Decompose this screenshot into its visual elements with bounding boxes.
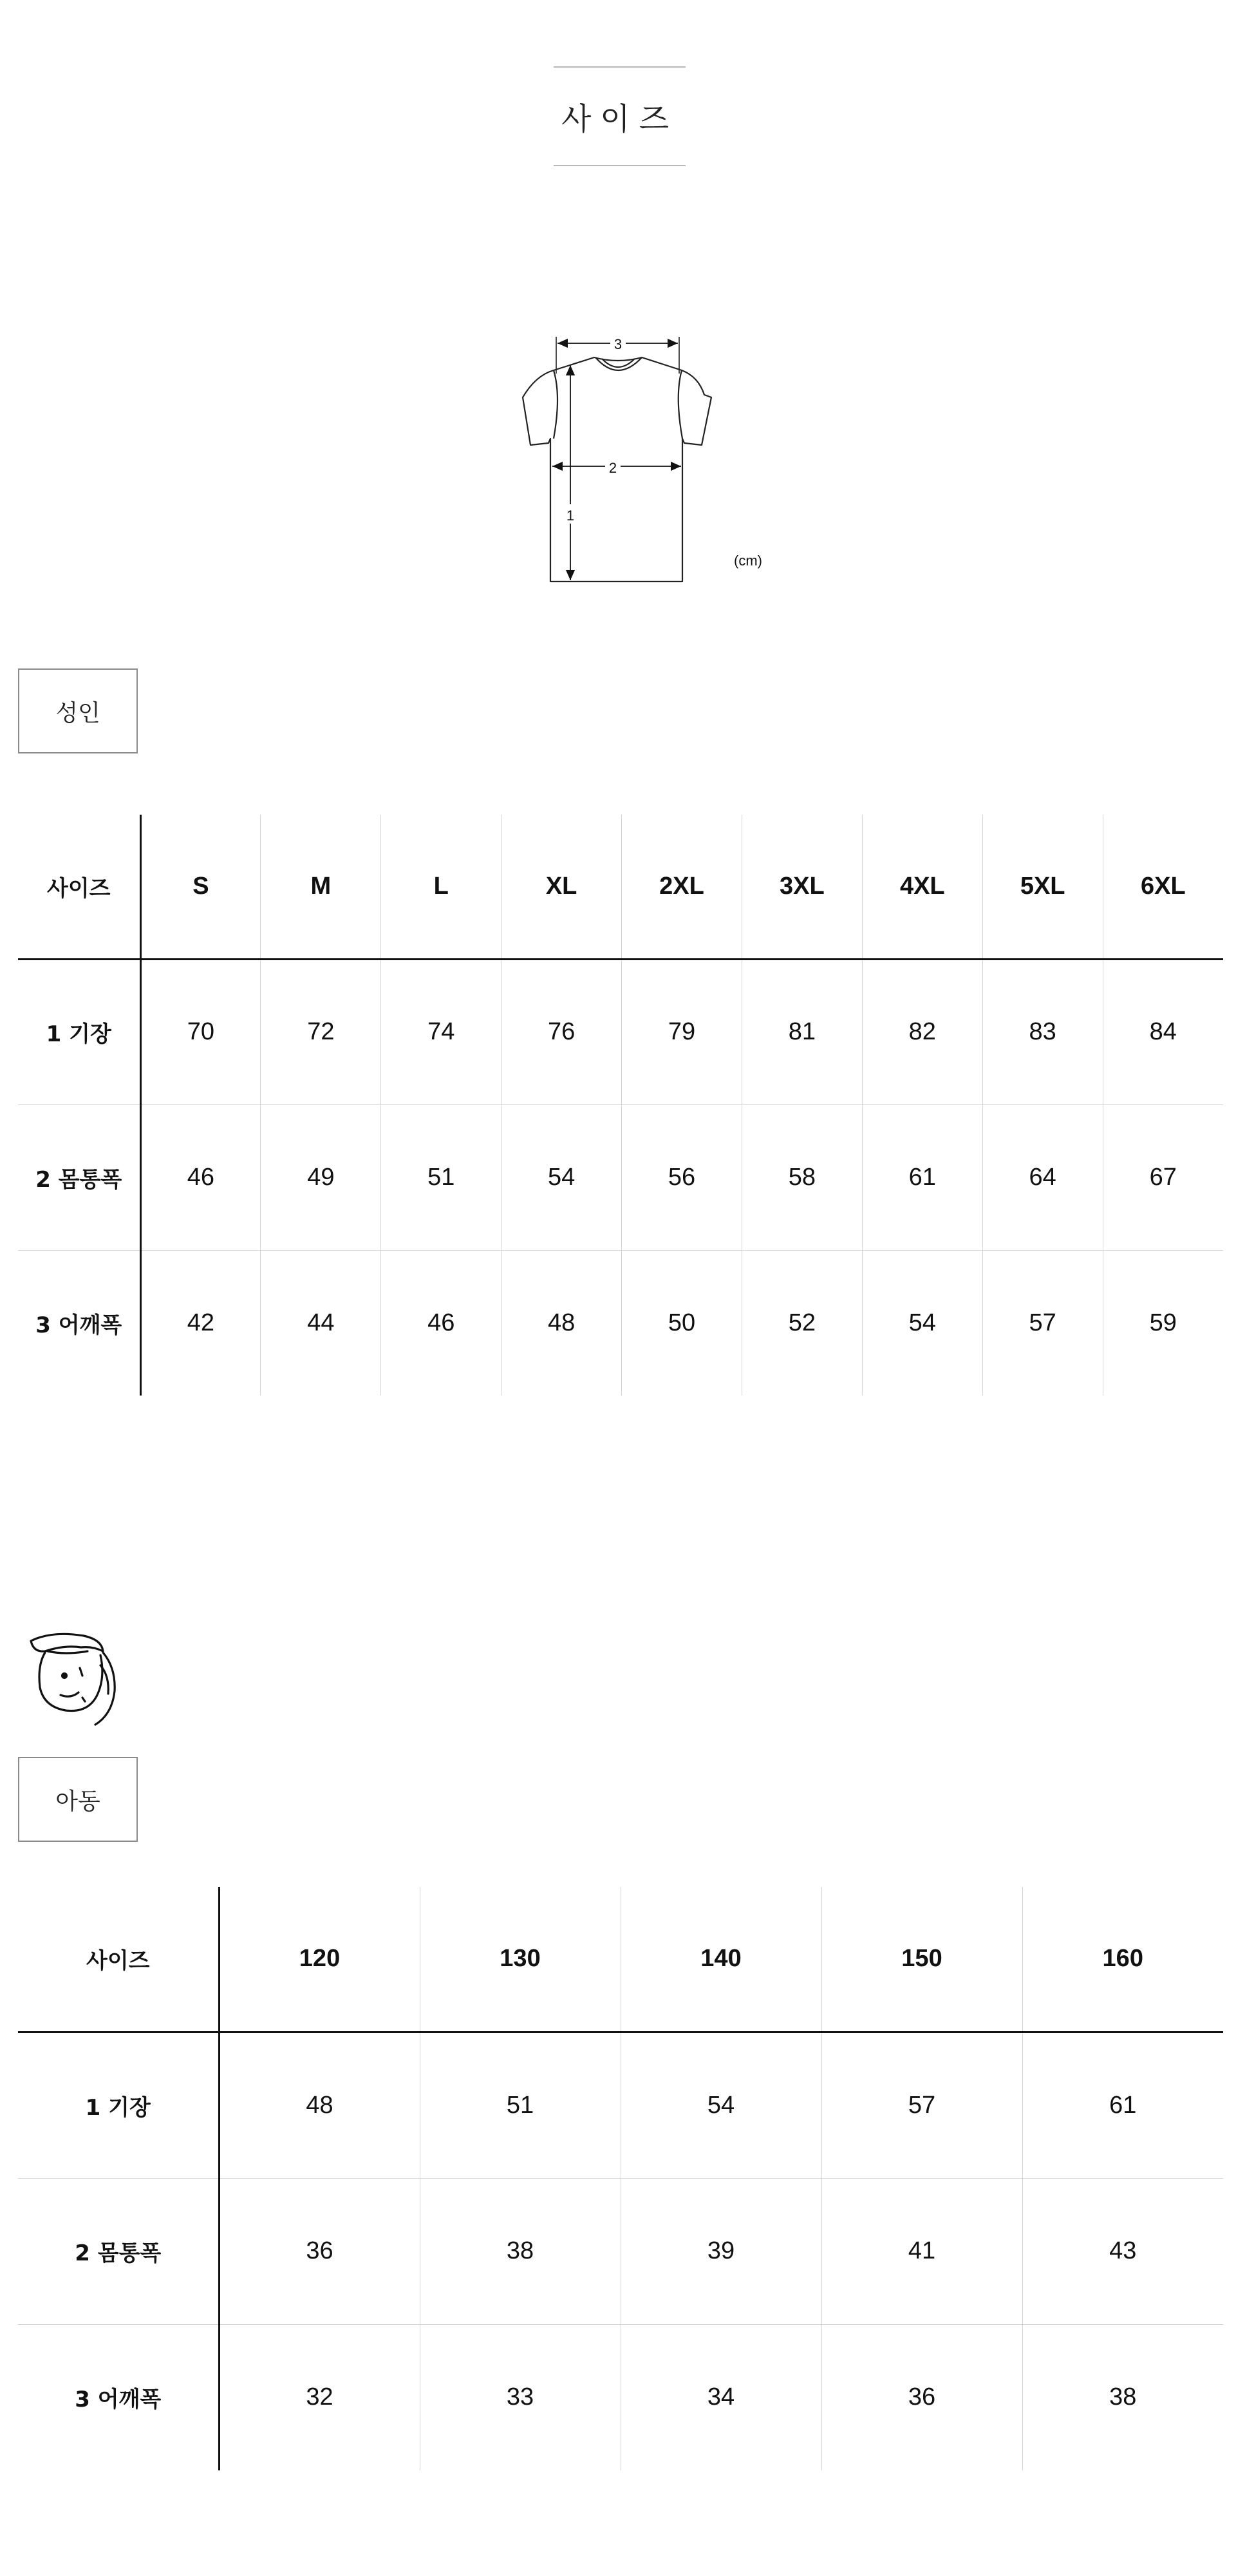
page-title-block [554, 66, 686, 166]
table-cell: 52 [742, 1250, 862, 1396]
table-row [18, 2324, 1223, 2470]
table-header-row [18, 1887, 1223, 2032]
table-cell: 41 [821, 2178, 1022, 2324]
kid-mascot-illustration [26, 1629, 129, 1732]
table-cell: 48 [501, 1250, 622, 1396]
table-cell: 51 [381, 1104, 501, 1250]
row-label: 3 어깨폭 [18, 2324, 219, 2470]
chest-label: 2 [608, 460, 617, 476]
table-cell: 32 [219, 2324, 420, 2470]
table-cell: 46 [381, 1250, 501, 1396]
table-cell: 57 [982, 1250, 1103, 1396]
table-cell: 70 [187, 1018, 215, 1045]
length-label: 1 [566, 507, 575, 524]
table-cell: 84 [1103, 959, 1223, 1104]
size-col-header: 130 [420, 1887, 621, 2032]
kids-category-label: 아동 [18, 1757, 138, 1842]
table-cell: 51 [420, 2032, 621, 2178]
shoulder-measure [556, 336, 679, 374]
table-cell: 42 [140, 1250, 261, 1396]
table-cell: 34 [621, 2324, 821, 2470]
table-cell: 44 [261, 1250, 381, 1396]
table-cell: 38 [1022, 2324, 1223, 2470]
adult-category-label: 성인 [18, 668, 138, 753]
tshirt-outline [523, 357, 711, 582]
row-label: 1 기장 [18, 959, 140, 1104]
kids-size-table [18, 1887, 1223, 2470]
chest-measure [552, 460, 681, 476]
row-label: 1 기장 [18, 2032, 219, 2178]
table-cell: 50 [622, 1250, 742, 1396]
table-cell: 74 [381, 959, 501, 1104]
table-cell: 57 [821, 2032, 1022, 2178]
table-cell: 48 [306, 2091, 333, 2119]
size-col-header: 120 [219, 1887, 420, 2032]
table-cell: 64 [982, 1104, 1103, 1250]
table-cell: 36 [821, 2324, 1022, 2470]
unit-label: (cm) [734, 553, 762, 569]
table-cell: 49 [261, 1104, 381, 1250]
size-col-header: 160 [1022, 1887, 1223, 2032]
table-cell: 54 [501, 1104, 622, 1250]
size-col-header: 140 [621, 1887, 821, 2032]
length-measure [566, 365, 574, 580]
table-row [18, 1104, 1223, 1250]
table-row [18, 959, 1223, 1104]
size-col-header: 2XL [622, 815, 742, 959]
size-col-header: XL [501, 815, 622, 959]
size-header-cell: 사이즈 [18, 815, 140, 959]
adult-size-table [18, 815, 1223, 1396]
size-col-header: 4XL [862, 815, 982, 959]
table-header-row [18, 815, 1223, 959]
table-cell: 39 [621, 2178, 821, 2324]
table-cell: 36 [219, 2178, 420, 2324]
row-label: 3 어깨폭 [18, 1250, 140, 1396]
table-cell: 54 [621, 2032, 821, 2178]
table-cell: 56 [622, 1104, 742, 1250]
table-cell: 67 [1103, 1104, 1223, 1250]
table-row [18, 2178, 1223, 2324]
table-cell: 46 [140, 1104, 261, 1250]
row-label: 2 몸통폭 [18, 2178, 219, 2324]
table-cell: 81 [742, 959, 862, 1104]
size-col-header: M [261, 815, 381, 959]
shoulder-label: 3 [613, 336, 623, 352]
table-cell: 58 [742, 1104, 862, 1250]
table-cell: 79 [622, 959, 742, 1104]
table-cell: 54 [862, 1250, 982, 1396]
table-cell: 76 [501, 959, 622, 1104]
size-col-header: S [140, 815, 261, 959]
row-label: 2 몸통폭 [18, 1104, 140, 1250]
size-col-header: 3XL [742, 815, 862, 959]
size-col-header: 5XL [982, 815, 1103, 959]
size-col-header: 6XL [1103, 815, 1223, 959]
table-cell: 61 [862, 1104, 982, 1250]
table-cell: 82 [862, 959, 982, 1104]
table-cell: 83 [982, 959, 1103, 1104]
table-row [18, 1250, 1223, 1396]
tshirt-measurement-diagram [489, 325, 785, 596]
size-col-header: L [381, 815, 501, 959]
table-row [18, 2032, 1223, 2178]
page-title: 사이즈 [561, 101, 679, 137]
size-col-header: 150 [821, 1887, 1022, 2032]
size-header-cell: 사이즈 [18, 1887, 219, 2032]
table-cell: 59 [1103, 1250, 1223, 1396]
table-cell: 43 [1022, 2178, 1223, 2324]
table-cell: 38 [420, 2178, 621, 2324]
table-cell: 33 [420, 2324, 621, 2470]
table-cell: 72 [261, 959, 381, 1104]
table-cell: 61 [1022, 2032, 1223, 2178]
